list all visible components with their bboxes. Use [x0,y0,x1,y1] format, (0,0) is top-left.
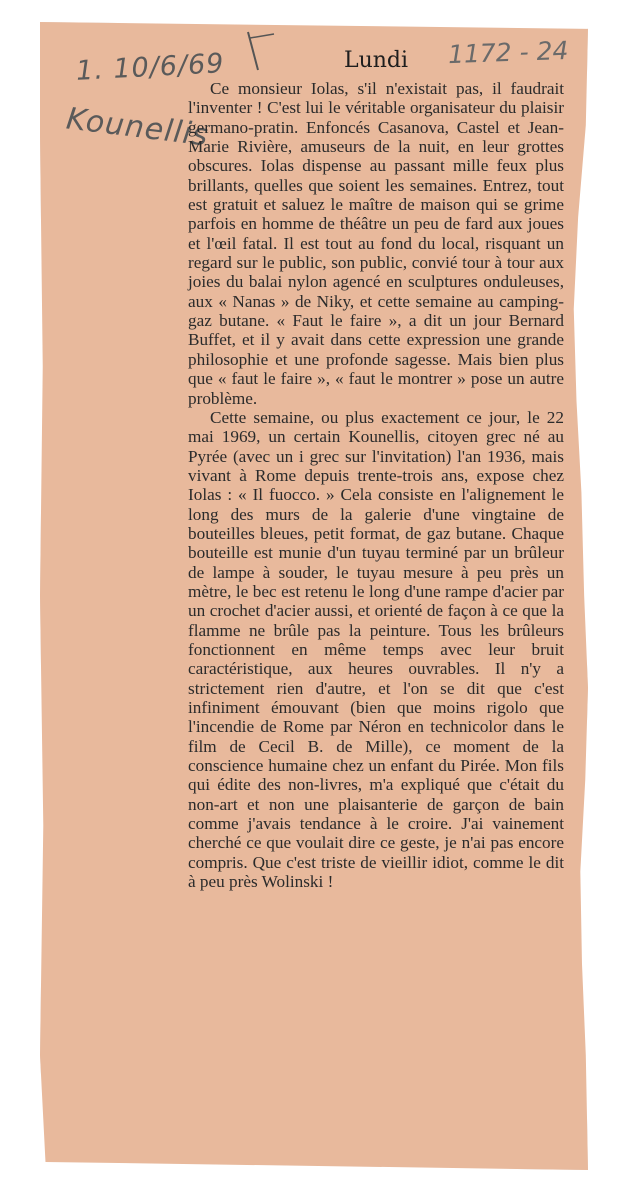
article-paragraph-2: Cette semaine, ou plus exactement ce jour, le 22 mai 1969, un certain Kounellis, citoyen grec né au Pyrée (avec un i grec sur l'invitation) l'an 1936, mais vivant à Rome depuis trente-trois ans, expose chez Iolas : « Il fuocco. » Cela consiste en l'alignement le long des murs de la galerie d'une vingtaine de bouteilles bleues, petit format, de gaz butane. Chaque bouteille est munie d'un tuyau terminé par un brûleur de lampe à souder, le tuyau mesure à peu près un mètre, le bec est retenu le long d'une rampe d'acier par un crochet d'acier aussi, et orienté de façon à ce que la flamme ne brûle pas la peinture. Tous les brûleurs fonctionnent en même temps avec leur bruit caractéristique, aux heures ouvrables. Il n'y a strictement rien d'autre, et l'on se dit que c'est infiniment émouvant (bien que moins rigolo que l'incendie de Rome par Néron en technicolor dans le film de Cecil B. de Mille), ce moment de la conscience humaine chez un enfant du Pirée. Mon fils qui édite des non-livres, m'a expliqué que c'était du non-art et non une plaisanterie de garçon de bain comme j'avais tendance à le croire. J'ai vainement cherché ce que voulait dire ce geste, je n'ai pas encore compris. Que c'est triste de vieillir idiot, comme le dit à peu près Wolinski ! [188,407,564,892]
article-paragraph-1: Ce monsieur Iolas, s'il n'existait pas, il faudrait l'inventer ! C'est lui le véritable organisateur du plaisir germano-pratin. Enfoncés Casanova, Castel et Jean-Marie Rivière, amuseurs de la nuit, en leur grottes obscures. Iolas dispense au passant mille feux plus brillants, quelles que soient les semaines. Entrez, tout est gratuit et saluez le maître de maison qui se grime parfois en homme de théâtre un peu de fard aux joues et l'œil fatal. Il est tout au fond du local, risquant un regard sur le public, son public, convié tour à tour aux joies du balai nylon agencé en sculptures onduleuses, aux « Nanas » de Niky, et cette semaine au camping-gaz butane. « Faut le faire », a dit un jour Bernard Buffet, et il y avait dans cette expression une grande philosophie et une profonde sagesse. Mais bien plus que « faut le faire », « faut le montrer » pose un autre problème. [188,79,564,408]
handwritten-date: 1. 10/6/69 [75,48,226,87]
article [188,48,564,891]
handwritten-reference: 1172 - 24 [447,35,569,70]
article-headline: Lundi [343,48,409,73]
handwritten-artist-name: Kounellis [64,101,211,154]
